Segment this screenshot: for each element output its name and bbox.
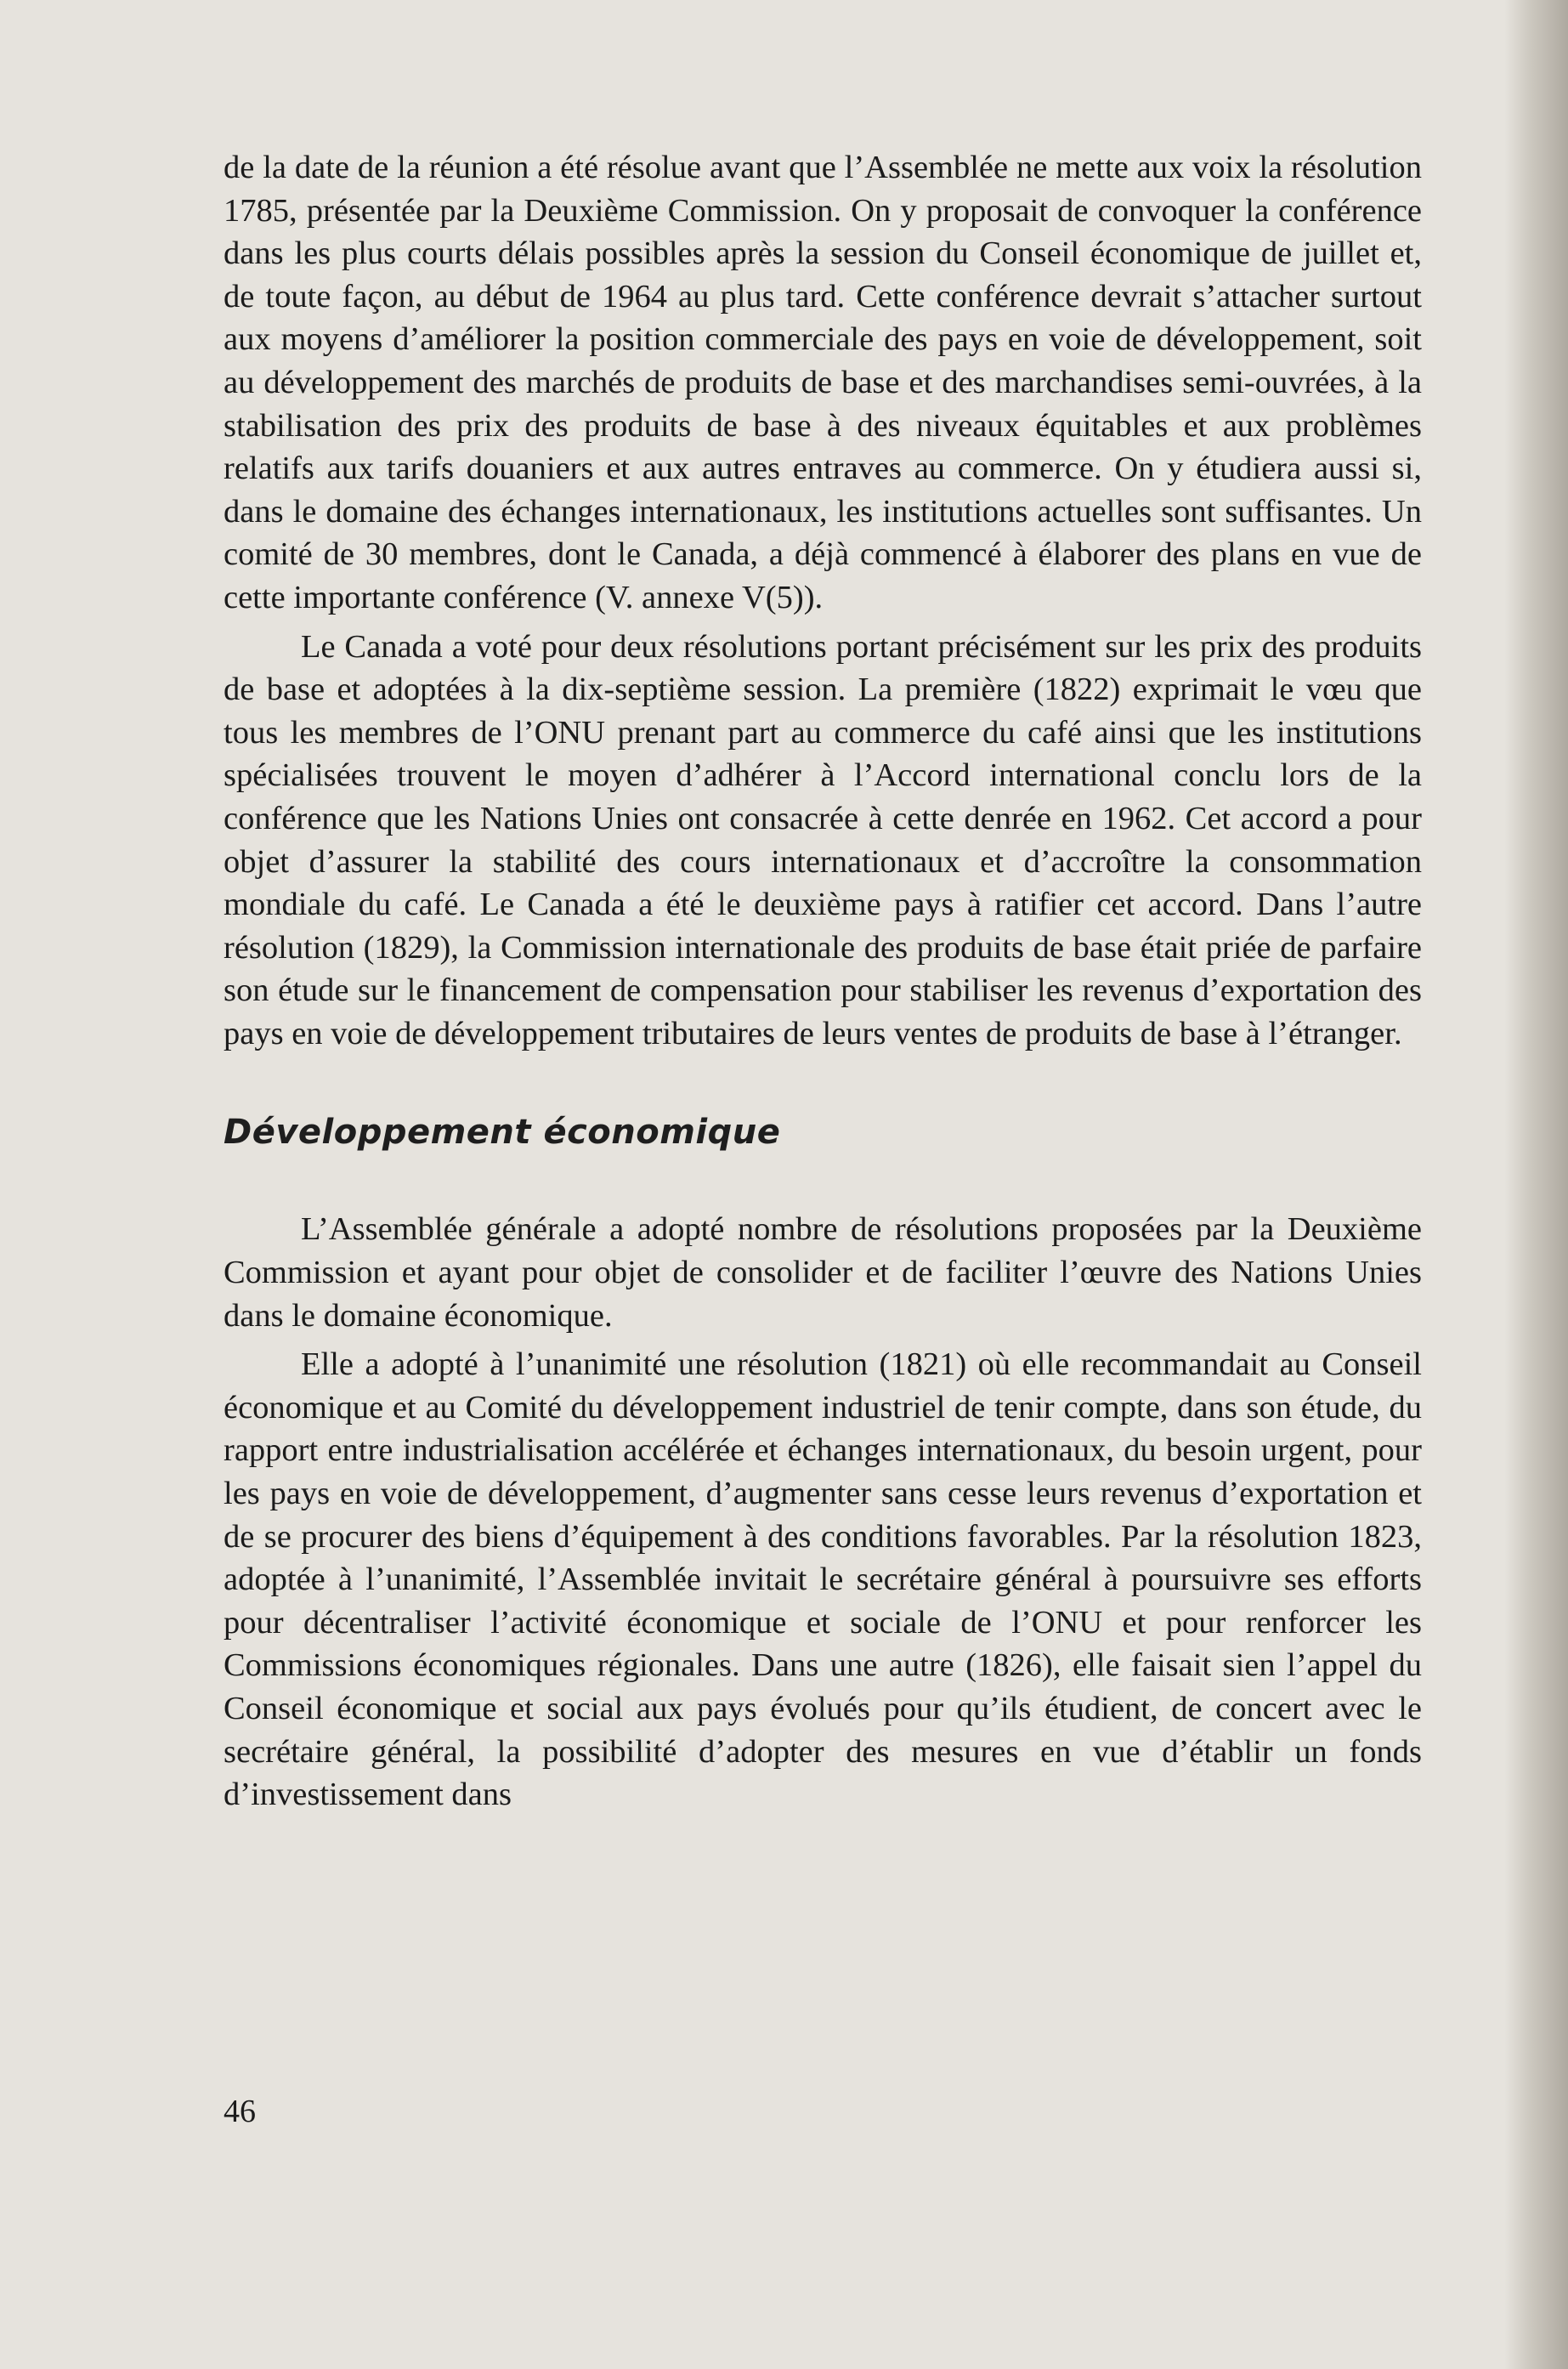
paragraph-4: Elle a adopté à l’unanimité une résolution (1821) où elle recommandait au Conseil économique et au Comité du développement industriel de tenir compte, dans son étude, du rapport entre industrialisation accélérée et échanges internationaux, du besoin urgent, pour les pays en voie de développement, d’augmenter sans cesse leurs revenus d’exportation et de se procurer des biens d’équipement à des conditions favorables. Par la résolution 1823, adoptée à l’unanimité, l’Assemblée invitait le secrétaire général à poursuivre ses efforts pour décentraliser l’activité économique et sociale de l’ONU et pour renforcer les Commissions économiques régionales. Dans une autre (1826), elle faisait sien l’appel du Conseil économique et social aux pays évolués pour qu’ils étudient, de concert avec le secrétaire général, la possibilité d’adopter des mesures en vue d’établir un fonds d’investissement dans (224, 1346, 1422, 1813)
paragraph-2: Le Canada a voté pour deux résolutions portant précisément sur les prix des produits de base et adoptées à la dix-septième session. La première (1822) exprimait le vœu que tous les membres de l’ONU prenant part au commerce du café ainsi que les institutions spécialisées trouvent le moyen d’adhérer à l’Accord international conclu lors de la conférence que les Nations Unies ont consacrée à cette denrée en 1962. Cet accord a pour objet d’assurer la stabilité des cours internationaux et d’accroître la consommation mondiale du café. Le Canada a été le deuxième pays à ratifier cet accord. Dans l’autre résolution (1829), la Commission internationale des produits de base était priée de parfaire son étude sur le financement de compensation pour stabiliser les revenus d’exportation des pays en voie de développement tributaires de leurs ventes de produits de base à l’étranger. (224, 628, 1422, 1051)
body-text (224, 146, 1422, 1822)
page-number: 46 (224, 2094, 256, 2129)
paragraph-3: L’Assemblée générale a adopté nombre de résolutions proposées par la Deuxième Commission et ayant pour objet de consolider et de faciliter l’œuvre des Nations Unies dans le domaine économique. (224, 1211, 1422, 1334)
paragraph-1: de la date de la réunion a été résolue avant que l’Assemblée ne mette aux voix la résolution 1785, présentée par la Deuxième Commission. On y proposait de convoquer la conférence dans les plus courts délais possibles après la session du Conseil économique de juillet et, de toute façon, au début de 1964 au plus tard. Cette conférence devrait s’attacher surtout aux moyens d’améliorer la position commerciale des pays en voie de développement, soit au développement des marchés de produits de base et des marchandises semi-ouvrées, à la stabilisation des prix des produits de base à des niveaux équitables et aux problèmes relatifs aux tarifs douaniers et aux autres entraves au commerce. On y étudiera aussi si, dans le domaine des échanges internationaux, les institutions actuelles sont suffisantes. Un comité de 30 membres, dont le Canada, a déjà commencé à élaborer des plans en vue de cette importante conférence (V. annexe V(5)). (224, 150, 1422, 615)
section-heading: Développement économique (224, 1113, 781, 1153)
